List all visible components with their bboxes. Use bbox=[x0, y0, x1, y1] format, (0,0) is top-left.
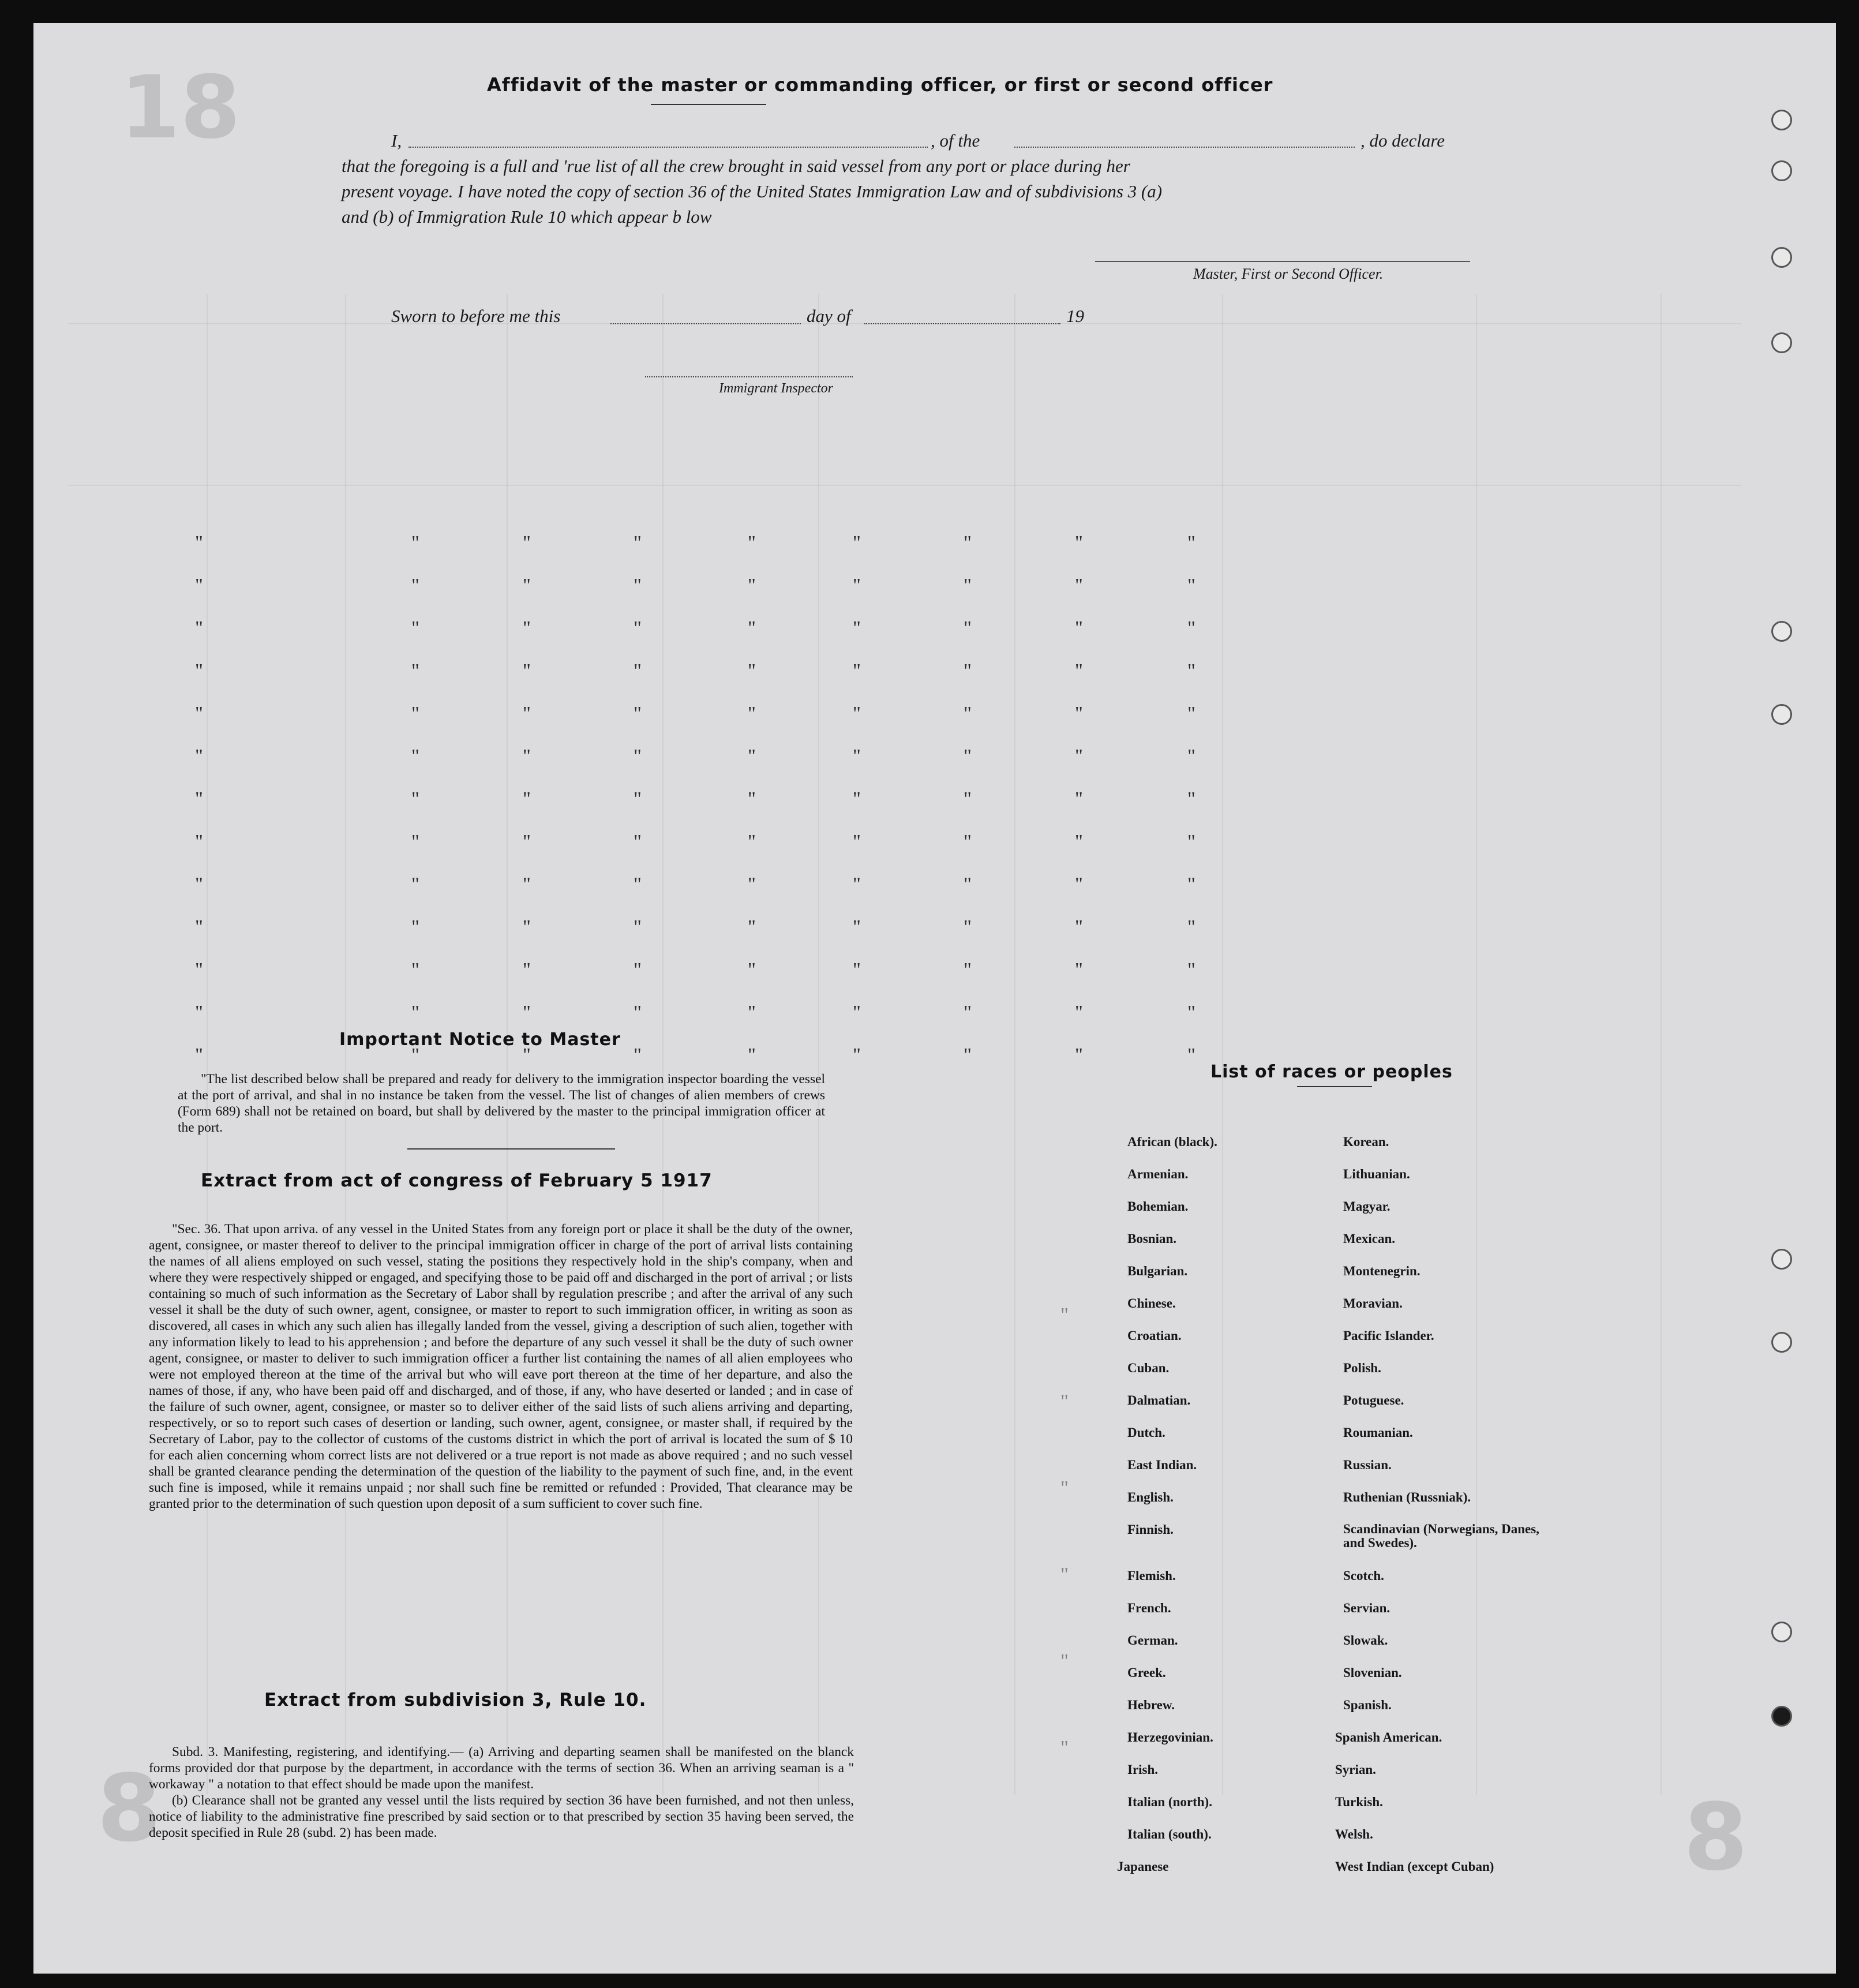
ditto-mark: " bbox=[411, 703, 419, 724]
ditto-mark: " bbox=[1187, 1002, 1195, 1023]
ditto-mark: " bbox=[853, 617, 861, 639]
rule-extract-body bbox=[149, 1744, 854, 1841]
race-item: English. bbox=[1127, 1490, 1174, 1504]
act-extract-title: Extract from act of congress of February 5 1917 bbox=[201, 1170, 713, 1191]
race-item: Scandinavian (Norwegians, Danes, and Swedes). bbox=[1343, 1522, 1539, 1550]
ditto-mark: " bbox=[853, 703, 861, 724]
ditto-mark: " bbox=[1187, 874, 1195, 895]
ditto-mark: " bbox=[523, 874, 531, 895]
ditto-mark: " bbox=[1187, 916, 1195, 938]
race-item: Flemish. bbox=[1127, 1568, 1176, 1583]
signature-line bbox=[1095, 261, 1470, 262]
ditto-mark: " bbox=[964, 874, 972, 895]
ditto-mark: " bbox=[853, 788, 861, 810]
races-title: List of races or peoples bbox=[1210, 1062, 1453, 1082]
ditto-mark: " bbox=[1187, 831, 1195, 852]
ditto-mark: " bbox=[1060, 1304, 1069, 1326]
ditto-mark: " bbox=[964, 916, 972, 938]
ditto-mark: " bbox=[195, 1002, 203, 1023]
ditto-mark: " bbox=[523, 617, 531, 639]
ditto-mark: " bbox=[523, 703, 531, 724]
ditto-mark: " bbox=[411, 788, 419, 810]
ditto-mark: " bbox=[523, 916, 531, 938]
punch-hole bbox=[1771, 704, 1792, 725]
race-item: Greek. bbox=[1127, 1665, 1166, 1680]
ditto-mark: " bbox=[1187, 703, 1195, 724]
ditto-mark: " bbox=[411, 959, 419, 980]
ditto-mark: " bbox=[195, 746, 203, 767]
ditto-mark: " bbox=[411, 746, 419, 767]
race-item: Hebrew. bbox=[1127, 1698, 1175, 1712]
race-item: Syrian. bbox=[1335, 1762, 1376, 1777]
inspector-blank bbox=[645, 376, 853, 377]
ditto-mark: " bbox=[853, 916, 861, 938]
ditto-mark: " bbox=[195, 532, 203, 553]
manifest-page bbox=[33, 23, 1836, 1974]
name-blank bbox=[408, 147, 928, 148]
ghost-row-line bbox=[68, 485, 1741, 486]
ditto-mark: " bbox=[964, 746, 972, 767]
inspector-caption: Immigrant Inspector bbox=[719, 381, 833, 396]
race-item: Mexican. bbox=[1343, 1231, 1396, 1246]
ditto-mark: " bbox=[964, 1044, 972, 1066]
punch-hole bbox=[1771, 1332, 1792, 1353]
day-blank bbox=[610, 323, 801, 324]
ditto-mark: " bbox=[1075, 746, 1083, 767]
race-item: Italian (south). bbox=[1127, 1827, 1212, 1841]
ditto-mark: " bbox=[853, 959, 861, 980]
race-item: Servian. bbox=[1343, 1601, 1390, 1615]
rule-extract-title: Extract from subdivision 3, Rule 10. bbox=[264, 1690, 647, 1710]
race-item: African (black). bbox=[1127, 1135, 1217, 1149]
ditto-mark: " bbox=[1187, 959, 1195, 980]
ditto-mark: " bbox=[634, 1002, 642, 1023]
ditto-mark: " bbox=[1060, 1737, 1069, 1758]
ditto-mark: " bbox=[853, 746, 861, 767]
notice-divider bbox=[407, 1148, 615, 1150]
ditto-mark: " bbox=[634, 788, 642, 810]
ghost-column-line bbox=[1661, 294, 1662, 1795]
ditto-mark: " bbox=[411, 831, 419, 852]
ditto-mark: " bbox=[411, 660, 419, 682]
ditto-mark: " bbox=[748, 788, 756, 810]
ditto-mark: " bbox=[195, 617, 203, 639]
race-item: Herzegovinian. bbox=[1127, 1730, 1213, 1744]
affidavit-line-4: and (b) of Immigration Rule 10 which appear b low bbox=[342, 207, 712, 227]
ditto-mark: " bbox=[195, 959, 203, 980]
affidavit-line-3: present voyage. I have noted the copy of section 36 of the United States Immigration Law and of subdivisions 3 (a) bbox=[342, 181, 1163, 201]
race-item: Magyar. bbox=[1343, 1199, 1390, 1214]
ditto-mark: " bbox=[195, 703, 203, 724]
ditto-mark: " bbox=[1075, 660, 1083, 682]
race-item: Korean. bbox=[1343, 1135, 1389, 1149]
sworn-before: Sworn to before me this bbox=[391, 306, 561, 326]
ghost-column-line bbox=[662, 294, 664, 1795]
ditto-mark: " bbox=[195, 1044, 203, 1066]
ditto-mark: " bbox=[1187, 788, 1195, 810]
race-item: Croatian. bbox=[1127, 1328, 1182, 1343]
race-item: Turkish. bbox=[1335, 1795, 1383, 1809]
race-item: Pacific Islander. bbox=[1343, 1328, 1434, 1343]
signature-caption: Master, First or Second Officer. bbox=[1193, 265, 1384, 282]
ditto-mark: " bbox=[748, 703, 756, 724]
ditto-mark: " bbox=[1075, 788, 1083, 810]
ditto-mark: " bbox=[523, 831, 531, 852]
ditto-mark: " bbox=[1075, 575, 1083, 596]
ditto-mark: " bbox=[853, 874, 861, 895]
ditto-mark: " bbox=[195, 831, 203, 852]
race-item: Bulgarian. bbox=[1127, 1264, 1188, 1278]
ditto-mark: " bbox=[1187, 575, 1195, 596]
ditto-mark: " bbox=[411, 1002, 419, 1023]
ghost-column-line bbox=[1476, 294, 1477, 1795]
ditto-mark: " bbox=[523, 959, 531, 980]
ditto-mark: " bbox=[964, 959, 972, 980]
ditto-mark: " bbox=[1060, 1391, 1069, 1412]
ditto-mark: " bbox=[964, 617, 972, 639]
race-item: Welsh. bbox=[1335, 1827, 1373, 1841]
ditto-mark: " bbox=[1075, 703, 1083, 724]
ditto-mark: " bbox=[853, 831, 861, 852]
race-item: Polish. bbox=[1343, 1361, 1381, 1375]
ditto-mark: " bbox=[634, 746, 642, 767]
ditto-mark: " bbox=[523, 746, 531, 767]
ditto-mark: " bbox=[1187, 617, 1195, 639]
race-item: Spanish American. bbox=[1335, 1730, 1442, 1744]
punch-hole bbox=[1771, 332, 1792, 353]
notice-title: Important Notice to Master bbox=[339, 1029, 621, 1050]
ditto-mark: " bbox=[195, 575, 203, 596]
ditto-mark: " bbox=[1060, 1650, 1069, 1672]
ditto-mark: " bbox=[853, 660, 861, 682]
race-item: Japanese bbox=[1117, 1859, 1169, 1874]
ditto-mark: " bbox=[523, 1044, 531, 1066]
ditto-mark: " bbox=[748, 959, 756, 980]
ditto-mark: " bbox=[1075, 617, 1083, 639]
ditto-mark: " bbox=[411, 617, 419, 639]
ditto-mark: " bbox=[853, 575, 861, 596]
race-item: Bohemian. bbox=[1127, 1199, 1189, 1214]
ditto-mark: " bbox=[1075, 874, 1083, 895]
ditto-mark: " bbox=[523, 788, 531, 810]
ditto-mark: " bbox=[1075, 959, 1083, 980]
ditto-mark: " bbox=[411, 532, 419, 553]
punch-hole bbox=[1771, 160, 1792, 181]
ditto-mark: " bbox=[523, 1002, 531, 1023]
title-underline bbox=[651, 104, 766, 105]
ditto-mark: " bbox=[634, 660, 642, 682]
ditto-mark: " bbox=[748, 1044, 756, 1066]
race-item: Roumanian. bbox=[1343, 1425, 1413, 1440]
ditto-mark: " bbox=[634, 874, 642, 895]
ditto-mark: " bbox=[634, 959, 642, 980]
ditto-mark: " bbox=[964, 575, 972, 596]
ghost-column-line bbox=[1222, 294, 1223, 1795]
ditto-mark: " bbox=[634, 1044, 642, 1066]
race-item: Spanish. bbox=[1343, 1698, 1392, 1712]
ditto-mark: " bbox=[1075, 916, 1083, 938]
ditto-mark: " bbox=[1187, 1044, 1195, 1066]
ditto-mark: " bbox=[195, 788, 203, 810]
race-item: Cuban. bbox=[1127, 1361, 1170, 1375]
ditto-mark: " bbox=[748, 874, 756, 895]
ditto-mark: " bbox=[748, 660, 756, 682]
affidavit-do-declare: , do declare bbox=[1360, 130, 1445, 151]
act-extract-text: "Sec. 36. That upon arriva. of any vessel in the United States from any foreign port or place it shall be the duty of the owner, agent, consignee, or master thereof to deliver to the principal immigration officer in charge of the port of arrival lists containing the names of all aliens employed on such vessel, stating the positions they respectively hold in the ship's company, when and where they were respectively shipped or engaged, and specifying those to be paid off and discharged in the port of arrival ; or lists containing so much of such information as the Secretary of Labor shall by regulation prescribe ; and after the arrival of any such vessel it shall be the duty of such owner, agent, consignee, or master to report to such immigration officer, in writing as soon as discovered, all cases in which any such alien has illegally landed from the vessel, giving a description of such alien, together with any information likely to lead to his apprehension ; and before the departure of any such vessel it shall be the duty of such owner agent, consignee, or master to deliver to such immigration officer a further list containing the names of all alien employees who were not employed thereon at the time of the arrival but who will eave port thereon at the time of her departure, and also the names of those, if any, who have been paid off and discharged, and of those, if any, who have deserted or landed ; and in case of the failure of such owner, agent, consignee, or master so to deliver either of the said lists of such aliens arriving and departing, respectively, or so to report such cases of desertion or landing, such owner, agent, consignee, or master shall, if required by the Secretary of Labor, pay to the collector of customs of the customs district in which the port of arrival is located the sum of $ 10 for each alien concerning whom correct lists are not delivered or a true report is not made as above required ; and no such vessel shall be granted clearance pending the determination of the question of the liability to the payment of such fine, and, in the event such fine is imposed, while it remains unpaid ; nor shall such fine be remitted or refunded : Provided, That clearance may be granted prior to the determination of such question upon deposit of a sum sufficient to cover such fine. bbox=[149, 1222, 853, 1511]
notice-text: "The list described below shall be prepared and ready for delivery to the immigration inspector boarding the vessel at the port of arrival, and shal in no instance be taken from the vessel. The list of changes of alien members of crews (Form 689) shall not be retained on board, but shall by delivered by the master to the principal immigration officer at the port. bbox=[178, 1072, 825, 1135]
ditto-mark: " bbox=[1187, 660, 1195, 682]
races-underline bbox=[1297, 1086, 1372, 1087]
race-item: Slowak. bbox=[1343, 1633, 1388, 1648]
ditto-mark: " bbox=[523, 660, 531, 682]
ditto-mark: " bbox=[748, 532, 756, 553]
race-item: West Indian (except Cuban) bbox=[1335, 1859, 1494, 1874]
ditto-mark: " bbox=[1187, 532, 1195, 553]
punch-hole bbox=[1771, 1706, 1792, 1727]
race-item: Ruthenian (Russniak). bbox=[1343, 1490, 1471, 1504]
race-item: Bosnian. bbox=[1127, 1231, 1177, 1246]
ditto-mark: " bbox=[195, 660, 203, 682]
rule-extract-para-a: Subd. 3. Manifesting, registering, and identifying.— (a) Arriving and departing seamen shall be manifested on the blanck forms provided dor that purpose by the department, in accordance with the terms of section 36. When an arriving seaman is a " workaway " a notation to that effect should be made upon the manifest. bbox=[149, 1744, 854, 1792]
act-extract-body bbox=[149, 1221, 853, 1512]
race-item: Armenian. bbox=[1127, 1167, 1189, 1181]
day-of: day of bbox=[807, 306, 851, 326]
ditto-mark: " bbox=[195, 916, 203, 938]
ditto-mark: " bbox=[748, 575, 756, 596]
ditto-mark: " bbox=[411, 916, 419, 938]
race-item: Dalmatian. bbox=[1127, 1393, 1191, 1407]
bleed-through-number: 18 bbox=[120, 58, 241, 158]
punch-hole bbox=[1771, 1249, 1792, 1270]
ditto-mark: " bbox=[748, 1002, 756, 1023]
race-item: Lithuanian. bbox=[1343, 1167, 1410, 1181]
affidavit-title: Affidavit of the master or commanding officer, or first or second officer bbox=[487, 74, 1273, 96]
punch-hole bbox=[1771, 110, 1792, 130]
rule-extract-para-b: (b) Clearance shall not be granted any vessel until the lists required by section 36 have been furnished, and not then unless, notice of liability to the administrative fine prescribed by said section or to that prescribed by section 35 having been served, the deposit specified in Rule 28 (subd. 2) has been made. bbox=[149, 1793, 854, 1840]
ditto-mark: " bbox=[634, 916, 642, 938]
ditto-mark: " bbox=[964, 703, 972, 724]
ditto-mark: " bbox=[1187, 746, 1195, 767]
ditto-mark: " bbox=[853, 1002, 861, 1023]
race-item: Dutch. bbox=[1127, 1425, 1165, 1440]
ditto-mark: " bbox=[748, 916, 756, 938]
ditto-mark: " bbox=[1075, 532, 1083, 553]
ghost-column-line bbox=[207, 294, 208, 1795]
ditto-mark: " bbox=[1075, 831, 1083, 852]
ditto-mark: " bbox=[964, 1002, 972, 1023]
ghost-column-line bbox=[818, 294, 819, 1795]
ditto-mark: " bbox=[634, 532, 642, 553]
affidavit-line-2: that the foregoing is a full and 'rue list of all the crew brought in said vessel from any port or place during her bbox=[342, 156, 1130, 176]
ditto-mark: " bbox=[748, 831, 756, 852]
ditto-mark: " bbox=[964, 532, 972, 553]
ditto-mark: " bbox=[634, 831, 642, 852]
race-item: Irish. bbox=[1127, 1762, 1159, 1777]
race-item: East Indian. bbox=[1127, 1458, 1197, 1472]
ditto-mark: " bbox=[964, 660, 972, 682]
ditto-mark: " bbox=[853, 532, 861, 553]
race-item: Montenegrin. bbox=[1343, 1264, 1421, 1278]
ditto-mark: " bbox=[1060, 1564, 1069, 1585]
notice-body bbox=[178, 1071, 825, 1136]
ditto-mark: " bbox=[964, 831, 972, 852]
ditto-mark: " bbox=[1075, 1002, 1083, 1023]
race-item: Moravian. bbox=[1343, 1296, 1403, 1311]
month-blank bbox=[864, 323, 1060, 324]
ditto-mark: " bbox=[1060, 1477, 1069, 1499]
race-item: Finnish. bbox=[1127, 1522, 1174, 1537]
ditto-mark: " bbox=[748, 746, 756, 767]
race-item: Scotch. bbox=[1343, 1568, 1384, 1583]
ditto-mark: " bbox=[523, 575, 531, 596]
ditto-mark: " bbox=[634, 703, 642, 724]
race-item: German. bbox=[1127, 1633, 1178, 1648]
year-prefix: 19 bbox=[1066, 306, 1084, 326]
affidavit-i: I, bbox=[391, 130, 402, 151]
ditto-mark: " bbox=[634, 575, 642, 596]
ditto-mark: " bbox=[634, 617, 642, 639]
bleed-through-number: 8 bbox=[97, 1754, 162, 1862]
affidavit-of-the: , of the bbox=[931, 130, 980, 151]
ghost-column-line bbox=[1014, 294, 1015, 1795]
punch-hole bbox=[1771, 1622, 1792, 1642]
race-item: Potuguese. bbox=[1343, 1393, 1404, 1407]
race-item: Slovenian. bbox=[1343, 1665, 1402, 1680]
bleed-through-number: 8 bbox=[1684, 1783, 1748, 1891]
ditto-mark: " bbox=[411, 575, 419, 596]
ditto-mark: " bbox=[411, 874, 419, 895]
ditto-mark: " bbox=[523, 532, 531, 553]
punch-hole bbox=[1771, 621, 1792, 642]
vessel-blank bbox=[1014, 147, 1355, 148]
ditto-mark: " bbox=[748, 617, 756, 639]
race-item: Russian. bbox=[1343, 1458, 1392, 1472]
ditto-mark: " bbox=[964, 788, 972, 810]
race-item: Chinese. bbox=[1127, 1296, 1176, 1311]
ditto-mark: " bbox=[1075, 1044, 1083, 1066]
ditto-mark: " bbox=[411, 1044, 419, 1066]
punch-hole bbox=[1771, 247, 1792, 268]
ditto-mark: " bbox=[195, 874, 203, 895]
race-item: Italian (north). bbox=[1127, 1795, 1212, 1809]
race-item: French. bbox=[1127, 1601, 1171, 1615]
ditto-mark: " bbox=[853, 1044, 861, 1066]
